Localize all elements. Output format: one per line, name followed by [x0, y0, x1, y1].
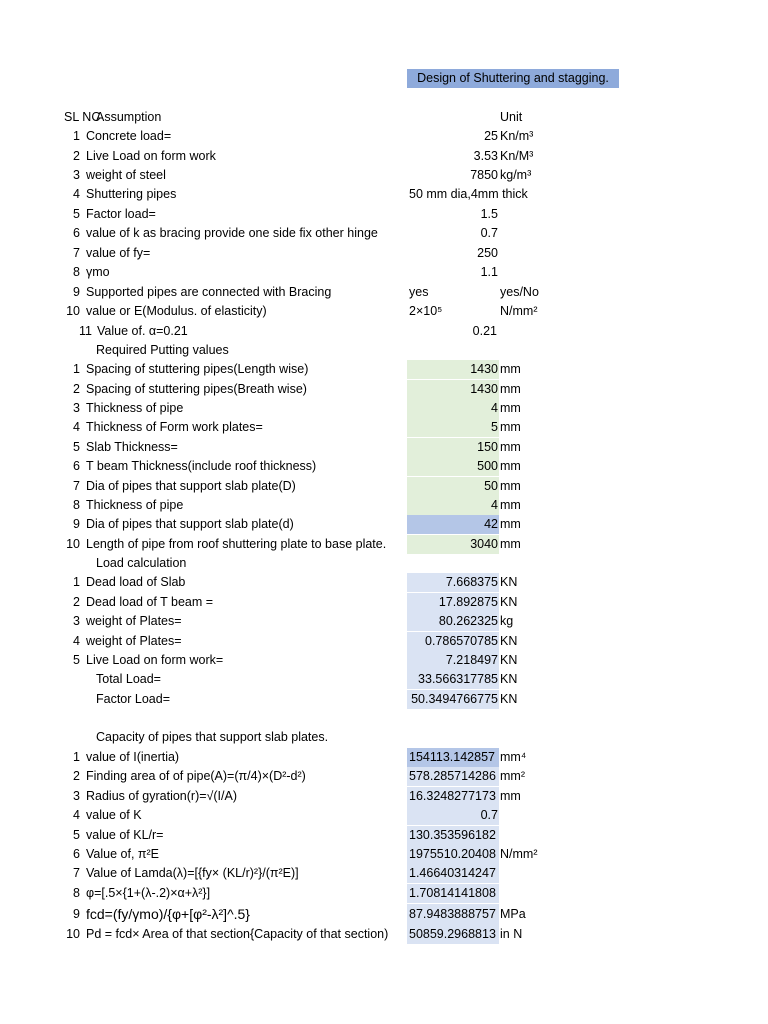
- required-row: [0, 535, 768, 554]
- required-heading: Required Putting values: [96, 343, 229, 357]
- assumption-row: [0, 244, 768, 263]
- load-row: [0, 651, 768, 670]
- row-number: 1: [73, 362, 80, 376]
- row-label: Live Load on form work: [86, 149, 216, 163]
- assumption-row: [0, 322, 768, 341]
- header-row: [0, 108, 768, 127]
- load-total-row: [0, 690, 768, 709]
- row-unit: mm²: [500, 769, 525, 783]
- load-heading: Load calculation: [96, 556, 187, 570]
- load-row: [0, 573, 768, 592]
- row-unit: mm: [500, 479, 521, 493]
- row-number: 2: [73, 382, 80, 396]
- row-label: Thickness of Form work plates=: [86, 420, 263, 434]
- row-unit: mm: [500, 401, 521, 415]
- row-label: Dia of pipes that support slab plate(d): [86, 517, 294, 531]
- row-unit: KN: [500, 634, 518, 648]
- row-unit: mm: [500, 517, 521, 531]
- computed-cell[interactable]: 17.892875: [438, 595, 498, 609]
- row-label: Value of Lamda(λ)=[{fy× (KL/r)²}/(π²E)]: [86, 866, 299, 880]
- row-label: φ=[.5×{1+(λ-.2)×α+λ²}]: [86, 886, 211, 900]
- row-unit: KN: [500, 672, 518, 686]
- row-label: Total Load=: [96, 672, 161, 686]
- header-sl: SL NC: [64, 110, 101, 124]
- computed-cell[interactable]: 50859.2968813: [409, 927, 496, 941]
- computed-cell[interactable]: 1.46640314247: [409, 866, 496, 880]
- computed-cell[interactable]: 1975510.20408: [409, 847, 496, 861]
- computed-cell[interactable]: 33.566317785: [418, 672, 498, 686]
- row-number: 2: [73, 595, 80, 609]
- computed-cell[interactable]: 0.7: [480, 808, 498, 822]
- input-cell[interactable]: 150: [477, 440, 498, 454]
- capacity-row: [0, 904, 768, 925]
- row-unit: N/mm²: [500, 304, 538, 318]
- section-heading: [0, 728, 768, 747]
- row-label: γmo: [86, 265, 110, 279]
- capacity-row: [0, 748, 768, 767]
- required-row: [0, 418, 768, 437]
- row-label: Spacing of stuttering pipes(Length wise): [86, 362, 309, 376]
- row-unit: mm⁴: [500, 750, 527, 764]
- row-value: 7850: [470, 168, 498, 182]
- row-label: Shuttering pipes: [86, 187, 177, 201]
- row-unit: Kn/M³: [500, 149, 534, 163]
- computed-cell[interactable]: 50.3494766775: [411, 692, 498, 706]
- capacity-row: [0, 884, 768, 903]
- row-unit: mm: [500, 459, 521, 473]
- row-label: value of k as bracing provide one side fix other hinge: [86, 226, 378, 240]
- computed-cell[interactable]: 87.9483888757: [409, 907, 496, 921]
- row-label: Pd = fcd× Area of that section{Capacity of that section): [86, 927, 389, 941]
- row-unit: N/mm²: [500, 847, 538, 861]
- row-label: value of I(inertia): [86, 750, 180, 764]
- row-label: Dead load of Slab: [86, 575, 186, 589]
- row-label: Concrete load=: [86, 129, 172, 143]
- computed-cell[interactable]: 578.285714286: [409, 769, 496, 783]
- row-number: 3: [73, 401, 80, 415]
- row-label: weight of Plates=: [86, 614, 182, 628]
- row-value: 3.53: [473, 149, 498, 163]
- computed-cell[interactable]: 130.353596182: [409, 828, 496, 842]
- row-number: 6: [73, 847, 80, 861]
- assumption-row: [0, 166, 768, 185]
- row-number: 7: [73, 866, 80, 880]
- required-row: [0, 496, 768, 515]
- row-label: weight of steel: [86, 168, 166, 182]
- row-number: 5: [73, 207, 80, 221]
- row-number: 1: [73, 129, 80, 143]
- row-unit: yes/No: [500, 285, 539, 299]
- row-unit: kg: [500, 614, 514, 628]
- row-unit: KN: [500, 575, 518, 589]
- row-unit: KN: [500, 692, 518, 706]
- required-row: [0, 360, 768, 379]
- row-label: fcd=(fy/γmo)/{φ+[φ²-λ²]^.5}: [86, 906, 250, 922]
- computed-cell[interactable]: 7.668375: [445, 575, 498, 589]
- row-label: Spacing of stuttering pipes(Breath wise): [86, 382, 307, 396]
- row-number: 11: [79, 324, 92, 338]
- input-cell[interactable]: 4: [491, 401, 498, 415]
- input-cell[interactable]: 1430: [470, 362, 498, 376]
- row-number: 4: [73, 808, 80, 822]
- row-number: 9: [73, 285, 80, 299]
- required-row: [0, 438, 768, 457]
- row-label: Finding area of of pipe(A)=(π/4)×(D²-d²): [86, 769, 306, 783]
- row-number: 10: [66, 927, 80, 941]
- row-number: 1: [73, 750, 80, 764]
- input-cell[interactable]: 4: [491, 498, 498, 512]
- row-label: Radius of gyration(r)=√(I/A): [86, 789, 238, 803]
- capacity-heading: Capacity of pipes that support slab plates.: [96, 730, 329, 744]
- row-number: 3: [73, 168, 80, 182]
- row-label: Dead load of T beam =: [86, 595, 214, 609]
- row-label: Live Load on form work=: [86, 653, 224, 667]
- row-label: Factor load=: [86, 207, 156, 221]
- row-label: Slab Thickness=: [86, 440, 178, 454]
- load-row: [0, 612, 768, 631]
- assumption-row: [0, 127, 768, 146]
- header-unit: Unit: [500, 110, 523, 124]
- input-cell[interactable]: 50: [484, 479, 498, 493]
- row-label: T beam Thickness(include roof thickness): [86, 459, 317, 473]
- computed-cell[interactable]: 1.70814141808: [409, 886, 496, 900]
- computed-cell[interactable]: 42: [484, 517, 498, 531]
- header-assumption: Assumption: [96, 110, 162, 124]
- row-label: value of fy=: [86, 246, 151, 260]
- row-number: 7: [73, 246, 80, 260]
- required-row: [0, 457, 768, 476]
- input-cell[interactable]: 5: [491, 420, 498, 434]
- row-number: 5: [73, 440, 80, 454]
- row-number: 4: [73, 420, 80, 434]
- row-number: 8: [73, 498, 80, 512]
- row-value: yes: [409, 285, 429, 299]
- row-number: 5: [73, 653, 80, 667]
- capacity-row: [0, 826, 768, 845]
- assumption-row: [0, 185, 768, 204]
- assumption-row: [0, 147, 768, 166]
- row-value: 0.21: [472, 324, 497, 338]
- required-row: [0, 477, 768, 496]
- row-number: 7: [73, 479, 80, 493]
- assumption-row: [0, 224, 768, 243]
- sheet-title: Design of Shuttering and stagging.: [407, 69, 619, 88]
- row-unit: mm: [500, 420, 521, 434]
- row-number: 10: [66, 537, 80, 551]
- row-unit: mm: [500, 362, 521, 376]
- row-number: 9: [73, 517, 80, 531]
- required-row: [0, 399, 768, 418]
- load-row: [0, 593, 768, 612]
- assumption-row: [0, 263, 768, 282]
- row-number: 8: [73, 265, 80, 279]
- row-number: 8: [73, 886, 80, 900]
- row-value: 250: [477, 246, 498, 260]
- computed-cell[interactable]: 80.262325: [438, 614, 498, 628]
- row-label: Value of. α=0.21: [97, 324, 188, 338]
- row-value: 0.7: [480, 226, 498, 240]
- row-unit: mm: [500, 440, 521, 454]
- row-value: 2×10⁵: [409, 304, 443, 318]
- row-unit: mm: [500, 382, 521, 396]
- required-row: [0, 380, 768, 399]
- capacity-row: [0, 767, 768, 786]
- row-unit: mm: [500, 789, 521, 803]
- row-value: 1.5: [480, 207, 498, 221]
- row-number: 4: [73, 634, 80, 648]
- row-value: 1.1: [480, 265, 498, 279]
- row-unit: mm: [500, 537, 521, 551]
- row-number: 1: [73, 575, 80, 589]
- row-unit: MPa: [500, 907, 526, 921]
- input-cell[interactable]: 3040: [470, 537, 498, 551]
- capacity-row: [0, 864, 768, 883]
- assumption-row: [0, 205, 768, 224]
- row-label: Value of, π²E: [86, 847, 160, 861]
- section-heading: [0, 341, 768, 360]
- row-unit: kg/m³: [500, 168, 532, 182]
- row-number: 2: [73, 149, 80, 163]
- row-value: 50 mm dia,4mm thick: [409, 187, 528, 201]
- computed-cell[interactable]: 154113.142857: [409, 750, 495, 764]
- row-label: value of K: [86, 808, 142, 822]
- row-label: Thickness of pipe: [86, 498, 184, 512]
- section-heading: [0, 554, 768, 573]
- load-total-row: [0, 670, 768, 689]
- capacity-row: [0, 845, 768, 864]
- row-label: weight of Plates=: [86, 634, 182, 648]
- row-label: Length of pipe from roof shuttering plate to base plate.: [86, 537, 387, 551]
- computed-cell[interactable]: 7.218497: [445, 653, 498, 667]
- row-unit: Kn/m³: [500, 129, 534, 143]
- row-label: Dia of pipes that support slab plate(D): [86, 479, 296, 493]
- row-unit: in N: [500, 927, 523, 941]
- input-cell[interactable]: 1430: [470, 382, 498, 396]
- row-number: 6: [73, 459, 80, 473]
- row-label: value of KL/r=: [86, 828, 164, 842]
- load-row: [0, 632, 768, 651]
- capacity-row: [0, 925, 768, 944]
- row-unit: mm: [500, 498, 521, 512]
- row-unit: KN: [500, 653, 518, 667]
- row-number: 4: [73, 187, 80, 201]
- row-number: 2: [73, 769, 80, 783]
- required-row: [0, 515, 768, 534]
- assumption-row: [0, 302, 768, 321]
- row-number: 3: [73, 614, 80, 628]
- row-number: 10: [66, 304, 80, 318]
- row-label: value or E(Modulus. of elasticity): [86, 304, 267, 318]
- input-cell[interactable]: 500: [477, 459, 498, 473]
- computed-cell[interactable]: 0.786570785: [425, 634, 498, 648]
- row-label: Supported pipes are connected with Bracing: [86, 285, 332, 299]
- row-number: 3: [73, 789, 80, 803]
- row-label: Factor Load=: [96, 692, 171, 706]
- row-number: 9: [73, 907, 80, 921]
- row-label: Thickness of pipe: [86, 401, 184, 415]
- computed-cell[interactable]: 16.3248277173: [409, 789, 496, 803]
- row-number: 5: [73, 828, 80, 842]
- row-value: 25: [484, 129, 498, 143]
- row-number: 6: [73, 226, 80, 240]
- capacity-row: [0, 787, 768, 806]
- assumption-row: [0, 283, 768, 302]
- row-unit: KN: [500, 595, 518, 609]
- capacity-row: [0, 806, 768, 825]
